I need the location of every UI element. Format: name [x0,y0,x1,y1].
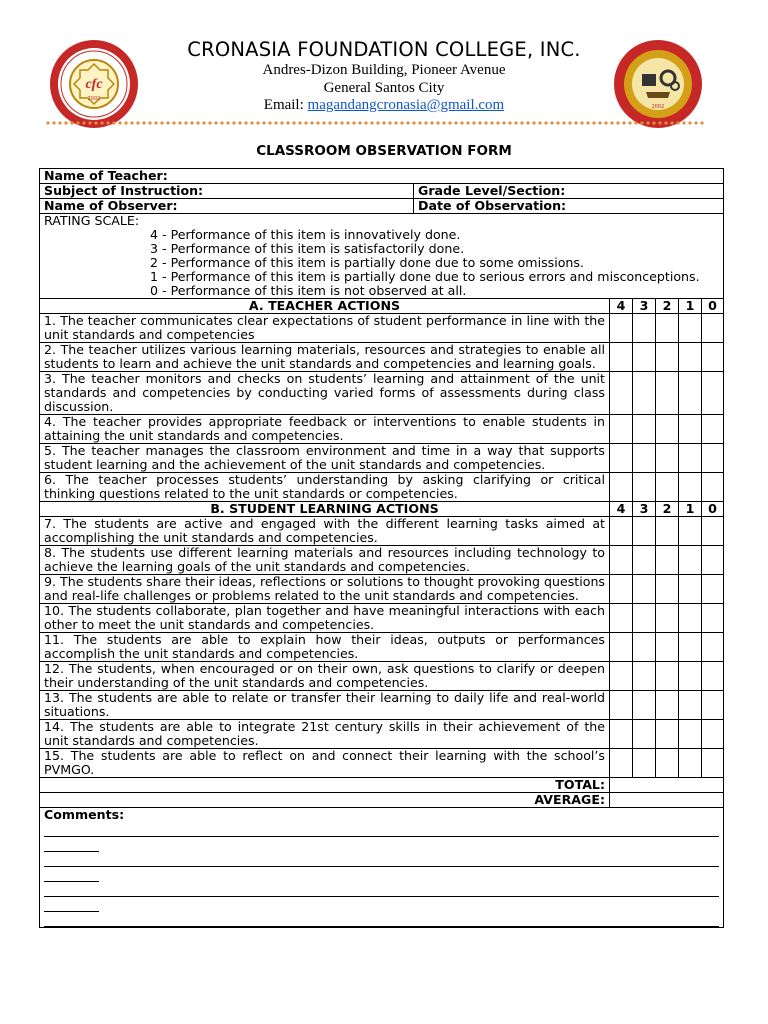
criterion-text: 5. The teacher manages the classroom environment and time in a way that supports student learning and the achievement of the unit standards and competencies. [40,444,610,473]
score-cell-1[interactable] [679,517,702,546]
score-cell-1[interactable] [679,633,702,662]
section-b-items [40,517,724,778]
criterion-text: 1. The teacher communicates clear expectations of student performance in line with the unit standards and competencies [40,314,610,343]
criterion-row [40,372,724,415]
score-header-4: 4 [610,502,633,517]
score-cell-4[interactable] [610,517,633,546]
score-cell-2[interactable] [656,691,679,720]
criterion-row [40,415,724,444]
email-label: Email: [263,97,304,113]
score-cell-3[interactable] [633,749,656,778]
score-cell-1[interactable] [679,372,702,415]
score-cell-2[interactable] [656,517,679,546]
address-line-2: General Santos City [323,80,445,96]
score-cell-3[interactable] [633,546,656,575]
score-cell-3[interactable] [633,473,656,502]
criterion-row [40,604,724,633]
score-cell-2[interactable] [656,314,679,343]
score-header-4: 4 [610,299,633,314]
criterion-row [40,749,724,778]
score-cell-1[interactable] [679,314,702,343]
left-logo-mark: cfc [85,77,103,92]
section-b-header-row [40,502,724,517]
criterion-text: 2. The teacher utilizes various learning materials, resources and strategies to enable all students to learn and achieve the unit standards and competencies and learning goals. [40,343,610,372]
address-line-1: Andres-Dizon Building, Pioneer Avenue [262,62,506,78]
score-cell-3[interactable] [633,444,656,473]
score-cell-3[interactable] [633,604,656,633]
score-header-2: 2 [656,299,679,314]
score-cell-4[interactable] [610,415,633,444]
score-cell-1[interactable] [679,691,702,720]
rating-scale-item: 1 - Performance of this item is partially done due to serious errors and misconceptions. [150,269,700,284]
comment-line[interactable] [44,882,719,897]
score-cell-4[interactable] [610,575,633,604]
total-value-cell[interactable] [610,778,724,793]
score-cell-3[interactable] [633,633,656,662]
criterion-row [40,517,724,546]
score-cell-0[interactable] [702,314,724,343]
section-b-title: B. STUDENT LEARNING ACTIONS [40,502,610,517]
total-label: TOTAL: [40,778,610,793]
decorative-dotted-divider [45,121,705,125]
score-cell-0[interactable] [702,343,724,372]
score-cell-0[interactable] [702,691,724,720]
right-logo-year: 2002 [651,104,665,110]
criterion-text: 6. The teacher processes students’ understanding by asking clarifying or critical thinking questions related to the unit standards or competencies. [40,473,610,502]
criterion-row [40,720,724,749]
score-cell-0[interactable] [702,749,724,778]
criterion-text: 14. The students are able to integrate 21st century skills in their achievement of the unit standards and competencies. [40,720,610,749]
college-seal-right-logo [612,38,704,130]
score-cell-0[interactable] [702,633,724,662]
score-cell-0[interactable] [702,473,724,502]
score-cell-1[interactable] [679,415,702,444]
criterion-row [40,633,724,662]
score-cell-4[interactable] [610,343,633,372]
criterion-row [40,314,724,343]
score-cell-1[interactable] [679,343,702,372]
score-header-0: 0 [702,299,724,314]
form-title: CLASSROOM OBSERVATION FORM [256,143,512,159]
score-header-3: 3 [633,502,656,517]
score-cell-0[interactable] [702,372,724,415]
score-cell-2[interactable] [656,473,679,502]
score-cell-3[interactable] [633,691,656,720]
score-header-2: 2 [656,502,679,517]
score-cell-4[interactable] [610,691,633,720]
comment-line[interactable] [44,867,99,882]
teacher-row [40,169,724,184]
score-cell-2[interactable] [656,575,679,604]
criterion-text: 10. The students collaborate, plan together and have meaningful interactions with each other to meet the unit standards and competencies. [40,604,610,633]
score-cell-2[interactable] [656,415,679,444]
criterion-row [40,473,724,502]
score-cell-4[interactable] [610,604,633,633]
score-cell-4[interactable] [610,749,633,778]
score-cell-4[interactable] [610,720,633,749]
rating-scale-item: 4 - Performance of this item is innovatively done. [150,227,461,242]
grade-level-field[interactable]: Grade Level/Section: [414,184,724,199]
comment-line[interactable] [44,822,719,837]
score-cell-2[interactable] [656,546,679,575]
score-cell-0[interactable] [702,604,724,633]
score-cell-1[interactable] [679,604,702,633]
criterion-row [40,691,724,720]
rating-scale-item: 2 - Performance of this item is partially done due to some omissions. [150,255,584,270]
score-cell-2[interactable] [656,662,679,691]
score-cell-2[interactable] [656,343,679,372]
score-cell-1[interactable] [679,749,702,778]
score-cell-3[interactable] [633,415,656,444]
date-field[interactable]: Date of Observation: [414,199,724,214]
score-cell-1[interactable] [679,575,702,604]
email-link[interactable]: magandangcronasia@gmail.com [307,97,505,113]
score-cell-3[interactable] [633,575,656,604]
score-cell-3[interactable] [633,517,656,546]
score-cell-4[interactable] [610,662,633,691]
score-header-1: 1 [679,502,702,517]
observation-form-table [39,168,724,928]
score-cell-4[interactable] [610,444,633,473]
comment-line[interactable] [44,912,719,927]
score-cell-0[interactable] [702,575,724,604]
college-name: CRONASIA FOUNDATION COLLEGE, INC. [187,38,581,61]
criterion-row [40,662,724,691]
criterion-text: 4. The teacher provides appropriate feedback or interventions to enable students in attaining the unit standards and competencies. [40,415,610,444]
criterion-row [40,546,724,575]
rating-scale [40,214,724,299]
section-a-header-row [40,299,724,314]
comments-row [40,808,724,928]
rating-scale-item: 3 - Performance of this item is satisfactorily done. [150,241,465,256]
criterion-text: 8. The students use different learning materials and resources including technology to achieve the learning goals of the unit standards and competencies. [40,546,610,575]
score-cell-2[interactable] [656,633,679,662]
average-value-cell[interactable] [610,793,724,808]
score-cell-3[interactable] [633,372,656,415]
subject-field[interactable]: Subject of Instruction: [40,184,414,199]
section-a-items [40,314,724,502]
criterion-text: 15. The students are able to reflect on and connect their learning with the school’s PVMGO. [40,749,610,778]
comment-line[interactable] [44,897,99,912]
teacher-name-field[interactable]: Name of Teacher: [40,169,724,184]
score-cell-2[interactable] [656,604,679,633]
average-row [40,793,724,808]
criterion-row [40,575,724,604]
comment-line[interactable] [44,837,99,852]
score-cell-3[interactable] [633,343,656,372]
criterion-text: 3. The teacher monitors and checks on students’ learning and attainment of the unit standards and competencies by conducting varied forms of assessments during class discussion. [40,372,610,415]
score-cell-2[interactable] [656,444,679,473]
score-cell-0[interactable] [702,720,724,749]
score-header-1: 1 [679,299,702,314]
score-cell-1[interactable] [679,546,702,575]
comments-area[interactable] [40,808,724,928]
score-cell-4[interactable] [610,473,633,502]
observer-field[interactable]: Name of Observer: [40,199,414,214]
criterion-text: 13. The students are able to relate or transfer their learning to daily life and real-world situations. [40,691,610,720]
score-header-0: 0 [702,502,724,517]
criterion-row [40,343,724,372]
observer-row [40,199,724,214]
comment-line[interactable] [44,852,719,867]
score-cell-3[interactable] [633,662,656,691]
total-row [40,778,724,793]
comments-label: Comments: [44,807,125,822]
left-logo-year: 2002 [87,96,101,102]
rating-scale-item: 0 - Performance of this item is not observed at all. [150,283,467,298]
score-cell-0[interactable] [702,546,724,575]
criterion-text: 7. The students are active and engaged with the different learning tasks aimed at accomplishing the unit standards and competencies. [40,517,610,546]
criterion-text: 9. The students share their ideas, reflections or solutions to thought provoking questions and real-life challenges or problems related to the unit standards and competencies. [40,575,610,604]
rating-scale-row [40,214,724,299]
score-cell-4[interactable] [610,372,633,415]
criterion-row [40,444,724,473]
score-cell-1[interactable] [679,720,702,749]
score-cell-4[interactable] [610,633,633,662]
score-cell-2[interactable] [656,372,679,415]
average-label: AVERAGE: [40,793,610,808]
score-cell-3[interactable] [633,314,656,343]
score-cell-2[interactable] [656,749,679,778]
document-header [0,0,768,130]
score-cell-0[interactable] [702,415,724,444]
score-cell-1[interactable] [679,473,702,502]
score-cell-3[interactable] [633,720,656,749]
score-cell-1[interactable] [679,444,702,473]
subject-row [40,184,724,199]
criterion-text: 12. The students, when encouraged or on their own, ask questions to clarify or deepen their understanding of the unit standards and competencies. [40,662,610,691]
score-cell-0[interactable] [702,662,724,691]
score-cell-4[interactable] [610,314,633,343]
criterion-text: 11. The students are able to explain how their ideas, outputs or performances accomplish the unit standards and competencies. [40,633,610,662]
rating-scale-label: RATING SCALE: [44,213,140,228]
score-cell-2[interactable] [656,720,679,749]
score-cell-4[interactable] [610,546,633,575]
score-cell-1[interactable] [679,662,702,691]
section-a-title: A. TEACHER ACTIONS [40,299,610,314]
score-header-3: 3 [633,299,656,314]
score-cell-0[interactable] [702,444,724,473]
score-cell-0[interactable] [702,517,724,546]
